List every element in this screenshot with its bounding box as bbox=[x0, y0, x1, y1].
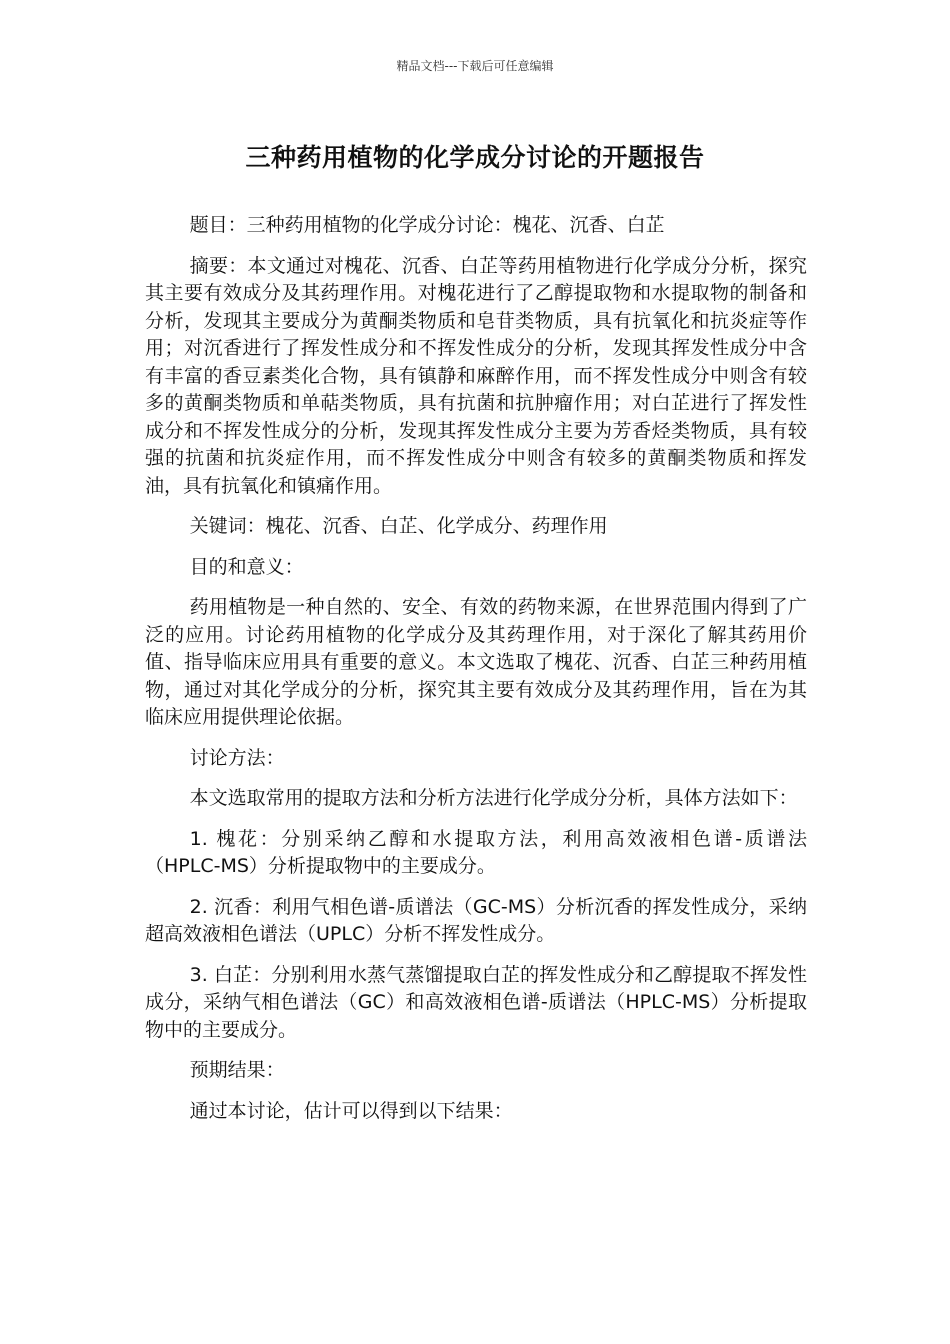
paragraph-method-2: 2. 沉香：利用气相色谱-质谱法（GC-MS）分析沉香的挥发性成分，采纳超高效液相色谱法（UPLC）分析不挥发性成分。 bbox=[145, 895, 807, 945]
paragraph-purpose: 药用植物是一种自然的、安全、有效的药物来源，在世界范围内得到了广泛的应用。讨论药用植物的化学成分及其药理作用，对于深化了解其药用价值、指导临床应用具有重要的意义。本文选取了槐花、沉香、白芷三种药用植物，通过对其化学成分的分析，探究其主要有效成分及其药理作用，旨在为其临床应用提供理论依据。 bbox=[145, 596, 807, 728]
paragraph-methods-intro: 本文选取常用的提取方法和分析方法进行化学成分分析，具体方法如下： bbox=[189, 787, 798, 809]
heading-purpose: 目的和意义： bbox=[189, 555, 304, 578]
paragraph-topic: 题目：三种药用植物的化学成分讨论：槐花、沉香、白芷 bbox=[189, 214, 665, 236]
paragraph-method-1: 1. 槐花：分别采纳乙醇和水提取方法，利用高效液相色谱-质谱法（HPLC-MS）分析提取物中的主要成分。 bbox=[145, 827, 807, 877]
heading-methods: 讨论方法： bbox=[189, 746, 285, 769]
paragraph-expected-results: 通过本讨论，估计可以得到以下结果： bbox=[189, 1099, 513, 1122]
document-title: 三种药用植物的化学成分讨论的开题报告 bbox=[245, 143, 705, 172]
paragraph-keywords: 关键词：槐花、沉香、白芷、化学成分、药理作用 bbox=[189, 515, 608, 537]
page-header: 精品文档---下载后可任意编辑 bbox=[396, 59, 554, 73]
heading-expected-results: 预期结果： bbox=[189, 1059, 285, 1081]
paragraph-method-3: 3. 白芷：分别利用水蒸气蒸馏提取白芷的挥发性成分和乙醇提取不挥发性成分，采纳气相色谱法（GC）和高效液相色谱-质谱法（HPLC-MS）分析提取物中的主要成分。 bbox=[145, 963, 807, 1041]
document-body bbox=[145, 212, 807, 1138]
paragraph-abstract: 摘要：本文通过对槐花、沉香、白芷等药用植物进行化学成分分析，探究其主要有效成分及其药理作用。对槐花进行了乙醇提取物和水提取物的制备和分析，发现其主要成分为黄酮类物质和皂苷类物质，具有抗氧化和抗炎症等作用；对沉香进行了挥发性成分和不挥发性成分的分析，发现其挥发性成分中含有丰富的香豆素类化合物，具有镇静和麻醉作用，而不挥发性成分中则含有较多的黄酮类物质和单萜类物质，具有抗菌和抗肿瘤作用；对白芷进行了挥发性成分和不挥发性成分的分析，发现其挥发性成分主要为芳香烃类物质，具有较强的抗菌和抗炎症作用，而不挥发性成分中则含有较多的黄酮类物质和挥发油，具有抗氧化和镇痛作用。 bbox=[145, 254, 807, 497]
